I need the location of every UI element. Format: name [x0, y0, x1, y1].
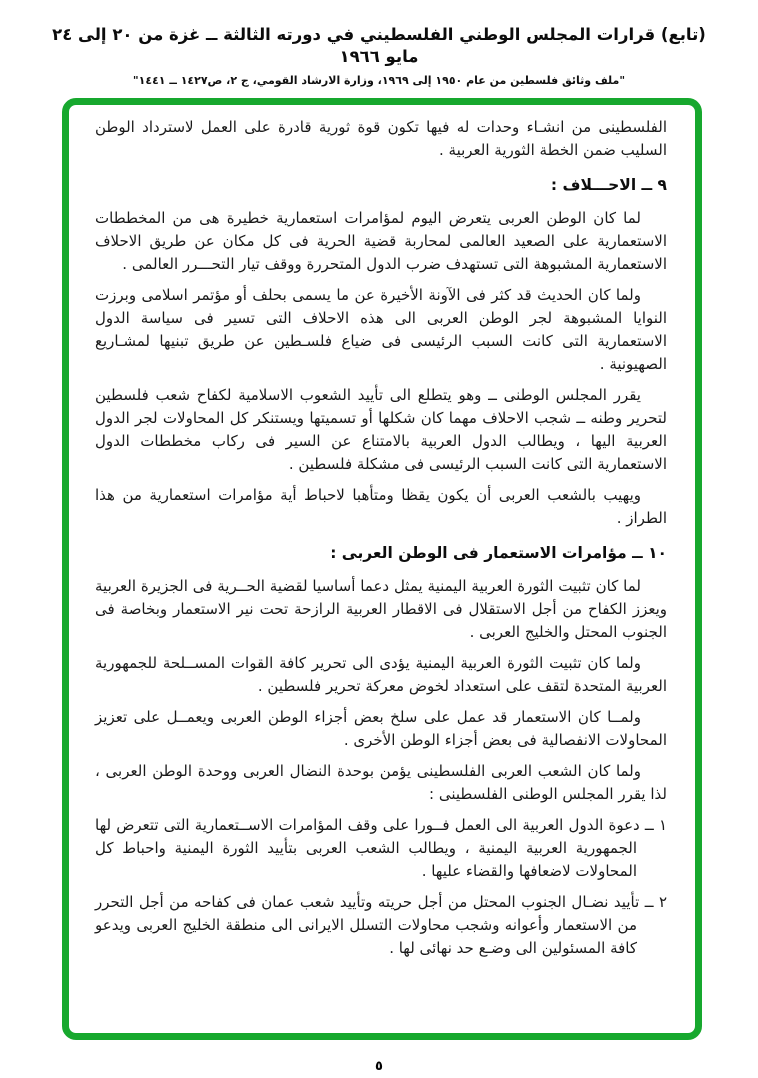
body-paragraph: ولما كان تثبيت الثورة العربية اليمنية يؤدى الى تحرير كافة القوات المســلحة للجمهورية العربية المتحدة لتقف على استعداد لخوض معركة تحرير فلسطين .	[95, 654, 667, 695]
numbered-resolution-item-1: ١ ــ دعوة الدول العربية الى العمل فــورا على وقف المؤامرات الاســتعمارية التى تتعرض لها الجمهورية العربية اليمنية ، ويطالب الشعب العربى بتأييد الثورة اليمنية واحباط كل المحاولات لاضعافها والقضاء عليها .	[95, 816, 667, 880]
document-frame	[62, 98, 702, 1040]
page-header	[0, 24, 758, 87]
section-heading-10-colonial-conspiracies: ١٠ ــ مؤامرات الاستعمار فى الوطن العربى :	[330, 544, 667, 562]
body-paragraph: ولما كان الحديث قد كثر فى الآونة الأخيرة عن ما يسمى بحلف أو مؤتمر اسلامى وبرزت النوايا المشبوهة لجر الوطن العربى الى هذه الاحلاف التى تسير فى سياسة الدول الاستعمارية التى كانت السبب الرئيسى فى ضياع فلسـطين عن طريق تبنيها لمشـاريع الصهيونية .	[95, 286, 667, 373]
document-source-citation: "ملف وثائق فلسطين من عام ١٩٥٠ إلى ١٩٦٩، وزارة الارشاد القومي، ج ٢، ص١٤٢٧ ــ ١٤٤١"	[132, 73, 626, 87]
body-paragraph: ولمــا كان الاستعمار قد عمل على سلخ بعض أجزاء الوطن العربى ويعمــل على تعزيز المحاولات الانفصالية فى بعض أجزاء الوطن الأخرى .	[95, 708, 667, 749]
body-paragraph: ويهيب بالشعب العربى أن يكون يقظا ومتأهبا لاحباط أية مؤامرات استعمارية من هذا الطراز .	[95, 486, 667, 527]
body-paragraph: لما كان الوطن العربى يتعرض اليوم لمؤامرات استعمارية خطيرة هى من المخططات الاستعمارية على الصعيد العالمى لمحاربة قضية الحرية فى كل مكان عن طريق الاحلاف الاستعمارية المشبوهة التى تستهدف ضرب الدول المتحررة ووقف تيار التحـــرر العالمى .	[95, 209, 667, 273]
page-number: ٥	[375, 1059, 383, 1074]
document-title: (تابع) قرارات المجلس الوطني الفلسطيني في دورته الثالثة ــ غزة من ٢٠ إلى ٢٤ مايو ١٩٦٦	[52, 25, 706, 67]
section-heading-9-pacts: ٩ ــ الاحـــلاف :	[550, 176, 667, 194]
body-paragraph: لما كان تثبيت الثورة العربية اليمنية يمثل دعما أساسيا لقضية الحــرية فى الجزيرة العربية ويعزز الكفاح من أجل الاستقلال فى الاقطار العربية الرازحة تحت نير الاستعمار وبخاصة فى الجنوب المحتل والخليج العربى .	[95, 577, 667, 641]
document-body	[95, 116, 667, 960]
body-paragraph: ولما كان الشعب العربى الفلسطينى يؤمن بوحدة النضال العربى ووحدة الوطن العربى ، لذا يقرر المجلس الوطنى الفلسطينى :	[95, 762, 667, 803]
body-paragraph: يقرر المجلس الوطنى ــ وهو يتطلع الى تأييد الشعوب الاسلامية لكفاح شعب فلسطين لتحرير وطنه ــ شجب الاحلاف مهما كان شكلها أو تسميتها ويستنكر كل المحاولات لجر الدول العربية اليها ، ويطالب الدول العربية بالامتناع عن السير فى ركاب مخططات الدول الاستعمارية التى كانت السبب الرئيسى فى مشكلة فلسطين .	[95, 386, 667, 473]
numbered-resolution-item-2: ٢ ــ تأييد نضـال الجنوب المحتل من أجل حريته وتأييد شعب عمان فى كفاحه من أجل التحرر من الاستعمار وأعوانه وشجب محاولات التسلل الايرانى الى منطقة الخليج العربى ويدعو كافة المسئولين الى وضـع حد نهائى لها .	[95, 893, 667, 957]
body-paragraph-continuation: الفلسطينى من انشـاء وحدات له فيها تكون قوة ثورية قادرة على العمل لاسترداد الوطن السليب ضمن الخطة الثورية العربية .	[95, 118, 667, 159]
